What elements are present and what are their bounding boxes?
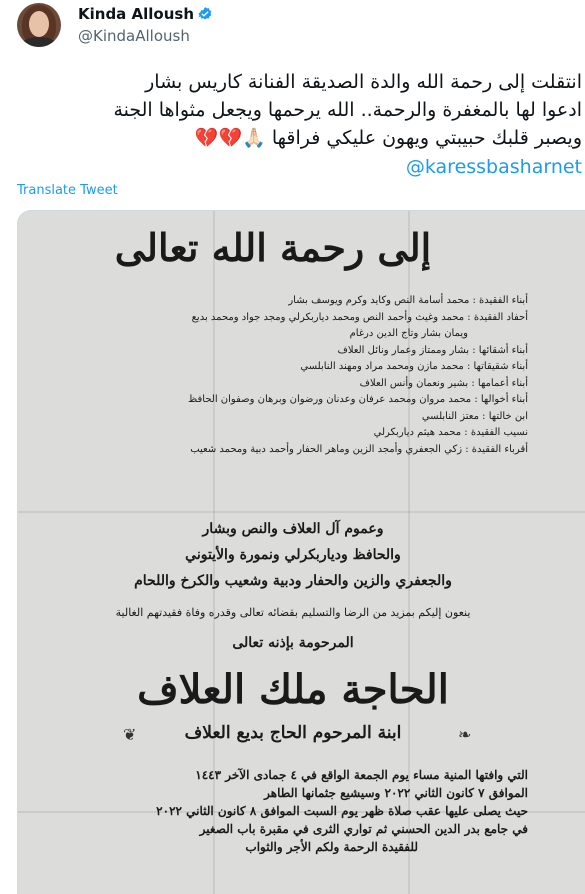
mourner-row: ويمان بشار وتاج الدين درغام [349, 328, 468, 339]
tweet-line: انتقلت إلى رحمة الله والدة الصديقة الفنانة كاريس بشار [145, 71, 582, 93]
mention-link[interactable]: @karessbasharnet [405, 156, 582, 178]
tweet-line: ويصبر قلبك حبيبتي ويهون عليكي فراقها 🙏🏻💔💔 [194, 127, 582, 149]
mourner-row: أبناء أعمامها : بشير ونعمان وأنس العلاف [359, 377, 528, 389]
detail-row: للفقيدة الرحمة ولكم الأجر والثواب [245, 840, 418, 854]
detail-row: في جامع بدر الدين الحسني ثم تواري الثرى في مقبرة باب الصغير [199, 822, 528, 836]
obituary-notice [18, 211, 585, 894]
tweet-header [15, 0, 575, 60]
mourner-row: أبناء أشقائها : بشار وممتاز وعمار ونائل العلاف [337, 344, 528, 356]
ornament-icon: ❧ [458, 725, 472, 744]
mourner-row: أبناء أخوالها : محمد مروان ومحمد عرفان وعدنان ورضوان وبرهان وصفوان الحافظ [188, 394, 528, 405]
tweet-photo[interactable] [17, 210, 585, 894]
notice-title: إلى رحمة الله تعالى [114, 225, 432, 270]
daughter-of-line: ابنة المرحوم الحاج بديع العلاف [184, 723, 402, 743]
condolence-line: ينعون إليكم بمزيد من الرضا والتسليم بقضائه تعالى وقدره وفاة فقيدتهم الغالية [115, 606, 471, 619]
mourner-row: نسيب الفقيدة : محمد هيثم دياربكرلي [373, 427, 528, 438]
mourner-row: أحفاد الفقيدة : محمد وغيث وأحمد النص ومحمد دياربكرلي ومجد جواد ومحمد بديع [191, 311, 528, 323]
mourners-list [58, 293, 528, 458]
author-name-text[interactable]: Kinda Alloush [78, 5, 195, 23]
families-line: وعموم آل العلاف والنص وبشار [202, 521, 384, 537]
tweet-line: ادعوا لها بالمغفرة والرحمة.. الله يرحمها ويجعل مثواها الجنة [113, 99, 582, 121]
detail-row: حيث يصلى عليها عقب صلاة ظهر يوم السبت الموافق ٨ كانون الثاني ٢٠٢٢ [156, 804, 528, 818]
avatar[interactable] [17, 3, 61, 47]
funeral-details [58, 766, 528, 856]
verified-badge-icon [197, 6, 213, 22]
mourner-row: أبناء الفقيدة : محمد أسامة النص وكايد وكرم ويوسف بشار [288, 295, 528, 306]
mourner-row: أبناء شقيقاتها : محمد مازن ومحمد مراد ومهند النابلسي [300, 361, 528, 372]
author-handle[interactable]: @KindaAlloush [78, 27, 190, 45]
translate-tweet-link[interactable]: Translate Tweet [17, 183, 118, 198]
tweet-text [20, 68, 582, 152]
deceased-name: الحاجة ملك العلاف [137, 666, 449, 713]
marhouma-line: المرحومة بإذنه تعالى [232, 635, 354, 651]
mourner-row: أقرباء الفقيدة : زكي الجعفري وأمجد الزين وماهر الحفار وأحمد دبية ومحمد شعيب [190, 443, 528, 455]
families-line: والجعفري والزين والحفار ودبية وشعيب والكرخ واللحام [134, 573, 452, 589]
ornament-icon: ❦ [123, 725, 137, 744]
mourner-row: ابن خالتها : معتز النابلسي [421, 410, 528, 422]
detail-row: الموافق ٧ كانون الثاني ٢٠٢٢ وسيشيع جثمانها الطاهر [264, 786, 528, 800]
author-name[interactable] [78, 4, 213, 24]
families-line: والحافظ ودياربكرلي ونمورة والأيتوني [185, 547, 401, 563]
detail-row: التي وافتها المنية مساء يوم الجمعة الواقع في ٤ جمادى الآخر ١٤٤٣ [195, 768, 528, 782]
